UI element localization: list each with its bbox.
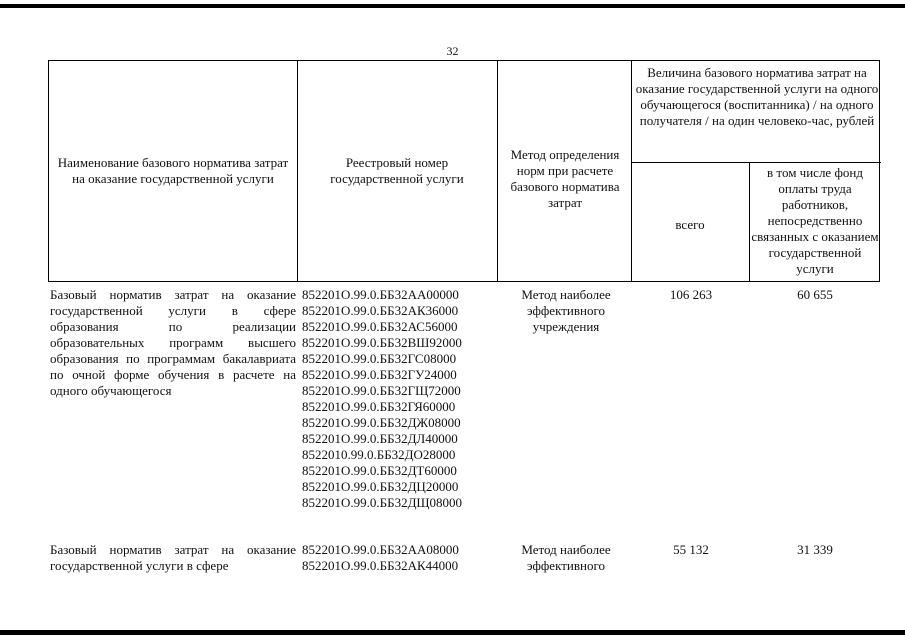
registry-code: 852201О.99.0.ББ32ДЦ20000 — [302, 479, 459, 494]
row-1-method: Метод наиболее эффективного учреждения — [521, 287, 611, 334]
row-2-total: 55 132 — [673, 542, 709, 557]
header-col-fund: в том числе фонд оплаты труда работников, непосредственно связанных с оказанием государственной услуги — [751, 165, 879, 276]
row-1-total: 106 263 — [669, 287, 713, 302]
registry-code: 852201О.99.0.ББ32АС56000 — [302, 319, 458, 334]
bottom-border — [0, 630, 905, 635]
top-border — [0, 4, 905, 8]
header-col-total: всего — [675, 217, 705, 232]
registry-code: 852201О.99.0.ББ32АА08000 — [302, 542, 459, 557]
registry-code: 852201О.99.0.ББ32ДЖ08000 — [302, 415, 461, 430]
registry-code: 852201О.99.0.ББ32ГЩ72000 — [302, 383, 461, 398]
header-divider — [749, 162, 750, 281]
header-col-code: Реестровый номер государственной услуги — [330, 155, 464, 186]
header-divider — [631, 162, 881, 163]
registry-code: 852201О.99.0.ББ32ДЛ40000 — [302, 431, 458, 446]
table-header — [48, 60, 880, 282]
header-divider — [631, 61, 632, 281]
registry-code: 8522010.99.0.ББ32ДО28000 — [302, 447, 456, 462]
header-divider — [297, 61, 298, 281]
registry-code: 852201О.99.0.ББ32ГЯ60000 — [302, 399, 456, 414]
registry-code: 852201О.99.0.ББ32АА00000 — [302, 287, 459, 302]
row-1-name: Базовый норматив затрат на оказание государственной услуги в сфере образования по реализации образовательных программ высшего образования по программам бакалавриата по очной форме обучения в расчете на одного обучающегося — [50, 287, 296, 398]
row-2-codes — [302, 542, 496, 574]
registry-code: 852201О.99.0.ББ32ДТ60000 — [302, 463, 457, 478]
row-1-codes — [302, 287, 496, 511]
registry-code: 852201О.99.0.ББ32ВШ92000 — [302, 335, 462, 350]
registry-code: 852201О.99.0.ББ32ДЩ08000 — [302, 495, 463, 510]
registry-code: 852201О.99.0.ББ32АК44000 — [302, 558, 459, 573]
page-number: 32 — [446, 44, 459, 58]
registry-code: 852201О.99.0.ББ32АК36000 — [302, 303, 459, 318]
row-2-method: Метод наиболее эффективного — [521, 542, 611, 573]
registry-code: 852201О.99.0.ББ32ГУ24000 — [302, 367, 457, 382]
registry-code: 852201О.99.0.ББ32ГС08000 — [302, 351, 457, 366]
row-1-fund: 60 655 — [797, 287, 833, 302]
header-divider — [497, 61, 498, 281]
row-2-name: Базовый норматив затрат на оказание государственной услуги в сфере — [50, 542, 296, 573]
header-col-method: Метод определения норм при расчете базового норматива затрат — [510, 147, 620, 210]
header-col-name: Наименование базового норматива затрат на оказание государственной услуги — [57, 155, 289, 186]
row-2-fund: 31 339 — [797, 542, 833, 557]
header-col-value: Величина базового норматива затрат на оказание государственной услуги на одного обучающегося (воспитанника) / на одного получателя / на один человеко-час, рублей — [635, 65, 879, 128]
